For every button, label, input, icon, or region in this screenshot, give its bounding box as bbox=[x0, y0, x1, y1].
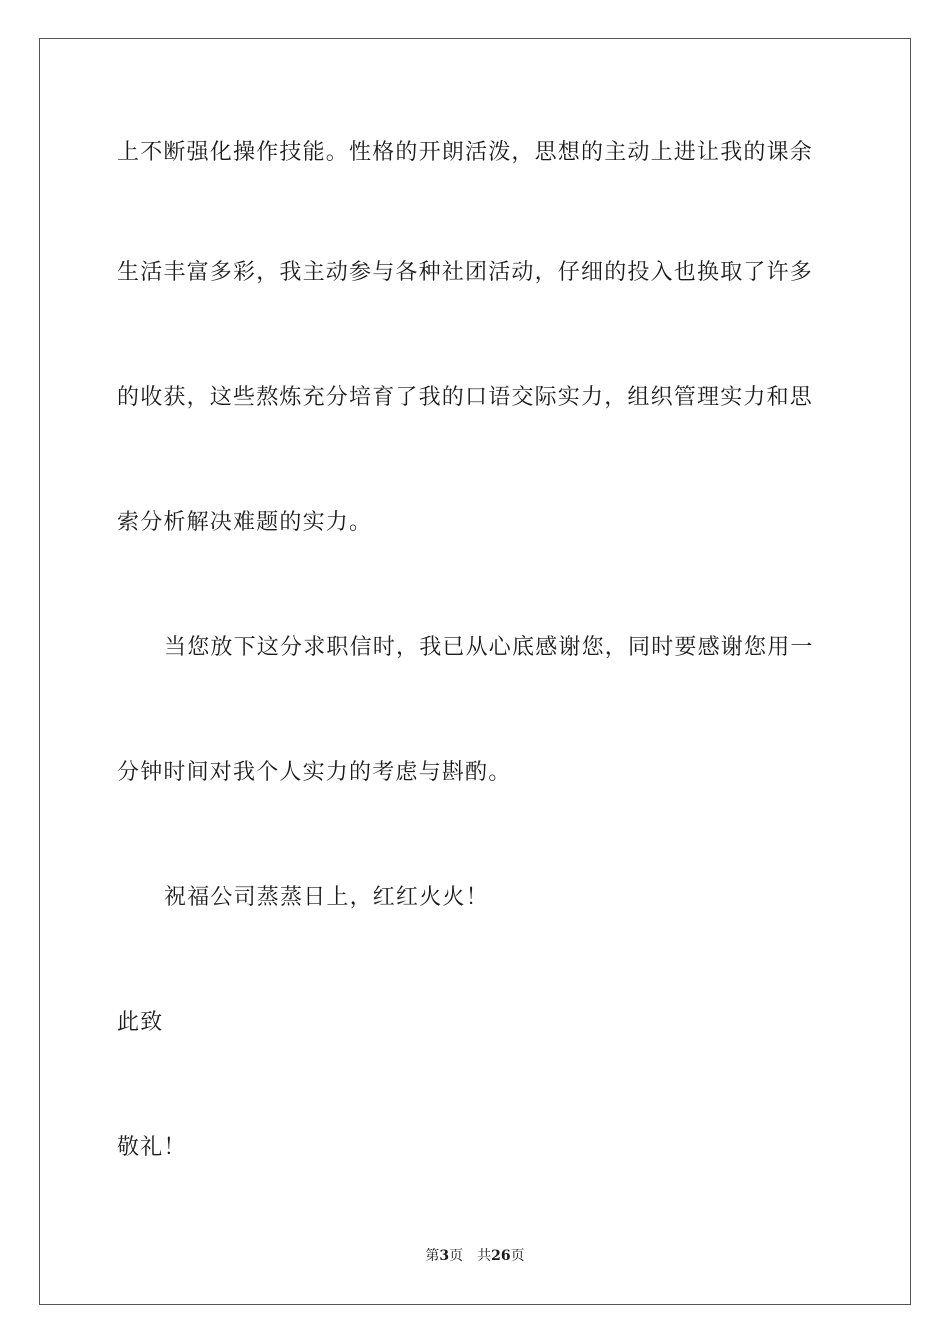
body-line-4: 索分析解决难题的实力。 bbox=[117, 510, 373, 535]
salutation-jingli: 敬礼！ bbox=[117, 1135, 187, 1160]
body-line-2: 生活丰富多彩，我主动参与各种社团活动，仔细的投入也换取了许多 bbox=[117, 260, 814, 285]
body-line-5: 当您放下这分求职信时，我已从心底感谢您，同时要感谢您用一 bbox=[164, 635, 814, 660]
salutation-cizhi: 此致 bbox=[117, 1010, 164, 1035]
footer-total-number: 26 bbox=[491, 1248, 511, 1264]
footer-total-suffix: 页 bbox=[510, 1248, 525, 1264]
closing-wish: 祝福公司蒸蒸日上，红红火火！ bbox=[164, 885, 489, 910]
body-line-1: 上不断强化操作技能。性格的开朗活泼，思想的主动上进让我的课余 bbox=[117, 140, 814, 165]
page-footer bbox=[0, 1246, 950, 1266]
body-line-3: 的收获，这些熬炼充分培育了我的口语交际实力，组织管理实力和思 bbox=[117, 385, 814, 410]
footer-page-number: 3 bbox=[439, 1248, 450, 1264]
footer-total-prefix: 共 bbox=[477, 1248, 492, 1264]
footer-page-prefix: 第 bbox=[425, 1248, 440, 1264]
body-line-6: 分钟时间对我个人实力的考虑与斟酌。 bbox=[117, 760, 512, 785]
footer-page-suffix: 页 bbox=[449, 1248, 464, 1264]
page-frame bbox=[39, 38, 911, 1305]
